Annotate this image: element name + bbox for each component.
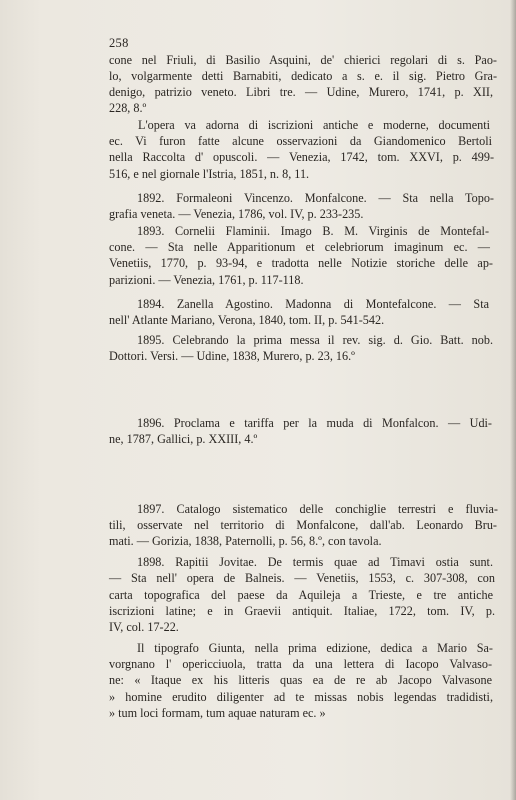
text-line: lo, volgarmente detti Barnabiti, dedicato a s. e. il sig. Pietro Gra-	[109, 69, 497, 83]
text-line: tili, osservate nel territorio di Monfalcone, dall'ab. Leonardo Bru-	[109, 518, 497, 532]
text-line: Il tipografo Giunta, nella prima edizione, dedica a Mario Sa-	[137, 641, 493, 655]
text-line: carta topografica del paese da Aquileja a Trieste, e tre antiche	[109, 588, 493, 602]
text-line: grafia veneta. — Venezia, 1786, vol. IV, p. 233-235.	[109, 207, 364, 221]
text-line: IV, col. 17-22.	[109, 620, 179, 634]
text-line: » tum loci formam, tum aquae naturam ec. »	[109, 706, 326, 720]
text-line: » homine erudito diligenter ad te missas nobis legendas tradidisti,	[109, 690, 493, 704]
page-number: 258	[109, 36, 129, 50]
text-line: — Sta nell' opera de Balneis. — Venetiis, 1553, c. 307-308, con	[109, 571, 495, 585]
text-line: 516, e nel giornale l'Istria, 1851, n. 8, 11.	[109, 167, 310, 181]
page-edge-shadow	[510, 0, 516, 800]
entry-1896: 1896. Proclama e tariffa per la muda di Monfalcon. — Udi-	[137, 416, 492, 430]
text-line: L'opera va adorna di iscrizioni antiche e moderne, documenti	[138, 118, 490, 132]
text-line: cone nel Friuli, di Basilio Asquini, de' chierici regolari di s. Pao-	[109, 53, 497, 67]
text-line: vorgnano l' opericciuola, tratta da una lettera di Iacopo Valvaso-	[109, 657, 492, 671]
entry-1898: 1898. Rapitii Jovitae. De termis quae ad Timavi ostia sunt.	[137, 555, 493, 569]
entry-1895: 1895. Celebrando la prima messa il rev. sig. d. Gio. Batt. nob.	[137, 333, 493, 347]
text-line: parizioni. — Venezia, 1761, p. 117-118.	[109, 273, 304, 287]
entry-1892: 1892. Formaleoni Vincenzo. Monfalcone. — Sta nella Topo-	[137, 191, 494, 205]
text-line: Venetiis, 1770, p. 93-94, e tradotta nelle Notizie storiche delle ap-	[109, 256, 493, 270]
text-line: 228, 8.º	[109, 101, 147, 115]
entry-1894: 1894. Zanella Agostino. Madonna di Montefalcone. — Sta	[137, 297, 489, 311]
text-line: ne, 1787, Gallici, p. XXIII, 4.º	[109, 432, 258, 446]
entry-1897: 1897. Catalogo sistematico delle conchiglie terrestri e fluvia-	[137, 502, 498, 516]
text-line: cone. — Sta nelle Apparitionum et celebriorum imaginum ec. —	[109, 240, 490, 254]
text-line: ne: « Itaque ex his litteris quas ea de re ab Jacopo Valvasone	[109, 673, 492, 687]
text-line: ec. Vi furon fatte alcune osservazioni da Giandomenico Bertoli	[109, 134, 492, 148]
text-line: nella Raccolta d' opuscoli. — Venezia, 1742, tom. XXVI, p. 499-	[109, 150, 494, 164]
text-line: mati. — Gorizia, 1838, Paternolli, p. 56, 8.º, con tavola.	[109, 534, 382, 548]
text-line: Dottori. Versi. — Udine, 1838, Murero, p. 23, 16.º	[109, 349, 355, 363]
text-line: iscrizioni latine; e in Graevii antiquit. Italiae, 1722, tom. IV, p.	[109, 604, 495, 618]
entry-1893: 1893. Cornelii Flaminii. Imago B. M. Virginis de Montefal-	[137, 224, 489, 238]
text-line: nell' Atlante Mariano, Verona, 1840, tom. II, p. 541-542.	[109, 313, 385, 327]
text-line: denigo, patrizio veneto. Libri tre. — Udine, Murero, 1741, p. XII,	[109, 85, 493, 99]
